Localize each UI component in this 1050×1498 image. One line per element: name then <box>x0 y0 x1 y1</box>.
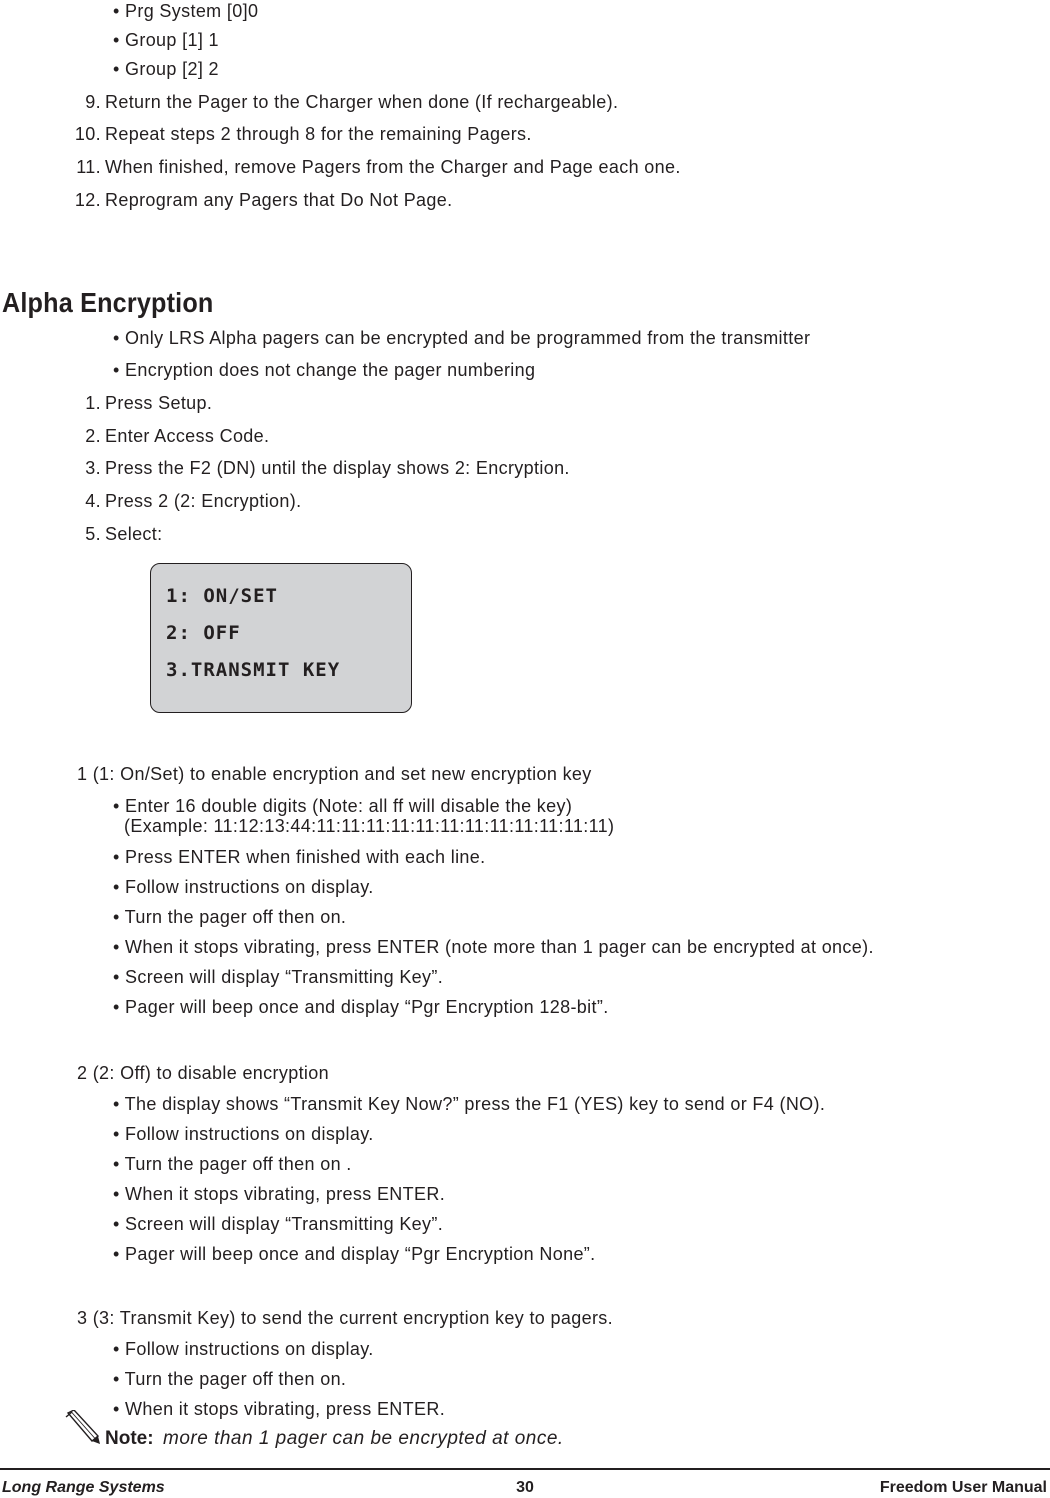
intro-bullet: • Encryption does not change the pager numbering <box>113 360 536 380</box>
step-number: 5. <box>85 524 101 544</box>
step-text: Repeat steps 2 through 8 for the remaining Pagers. <box>105 124 532 144</box>
pencil-icon <box>62 1410 102 1446</box>
option-bullet: • Screen will display “Transmitting Key”. <box>113 967 444 987</box>
step-text: Select: <box>105 524 163 544</box>
option-bullet: • When it stops vibrating, press ENTER. <box>113 1184 446 1204</box>
top-bullet: • Group [2] 2 <box>113 59 219 79</box>
step-number: 4. <box>85 491 101 511</box>
footer-divider <box>0 1468 1050 1470</box>
step-number: 2. <box>85 426 101 446</box>
lcd-line-on-set: 1: ON/SET <box>166 585 278 607</box>
step-number: 12. <box>74 190 101 210</box>
section-title: Alpha Encryption <box>2 287 214 318</box>
step-text: When finished, remove Pagers from the Charger and Page each one. <box>105 157 681 177</box>
option-bullet: • The display shows “Transmit Key Now?” press the F1 (YES) key to send or F4 (NO). <box>113 1094 826 1114</box>
step-text: Return the Pager to the Charger when done (If rechargeable). <box>105 92 619 112</box>
option-bullet: • Turn the pager off then on. <box>113 907 347 927</box>
step-number: 9. <box>85 92 101 112</box>
footer-company: Long Range Systems <box>2 1479 165 1496</box>
lcd-line-transmit-key: 3.TRANSMIT KEY <box>166 659 341 681</box>
option-bullet: • Turn the pager off then on . <box>113 1154 352 1174</box>
step-text: Enter Access Code. <box>105 426 270 446</box>
step-number: 3. <box>85 458 101 478</box>
option-bullet: • Enter 16 double digits (Note: all ff will disable the key) <box>113 796 573 816</box>
note-label: Note: <box>105 1428 154 1449</box>
footer-manual-title: Freedom User Manual <box>879 1479 1047 1496</box>
step-number: 11. <box>76 157 101 177</box>
option-bullet: • Follow instructions on display. <box>113 877 374 897</box>
option-bullet: • When it stops vibrating, press ENTER (note more than 1 pager can be encrypted at once). <box>113 937 874 957</box>
option-bullet: • Pager will beep once and display “Pgr Encryption None”. <box>113 1244 596 1264</box>
option-bullet: • When it stops vibrating, press ENTER. <box>113 1399 446 1419</box>
option-bullet: • Follow instructions on display. <box>113 1124 374 1144</box>
top-bullet: • Group [1] 1 <box>113 30 219 50</box>
step-number: 10. <box>74 124 101 144</box>
option-example: (Example: 11:12:13:44:11:11:11:11:11:11:11:11:11:11:11:11) <box>124 816 615 836</box>
page-number: 30 <box>516 1479 534 1496</box>
lcd-line-off: 2: OFF <box>166 622 241 644</box>
step-text: Reprogram any Pagers that Do Not Page. <box>105 190 453 210</box>
lcd-display <box>150 563 412 713</box>
option-heading: 3 (3: Transmit Key) to send the current encryption key to pagers. <box>77 1308 613 1328</box>
option-heading: 1 (1: On/Set) to enable encryption and set new encryption key <box>77 764 592 784</box>
option-bullet: • Follow instructions on display. <box>113 1339 374 1359</box>
note-text: more than 1 pager can be encrypted at once. <box>163 1428 564 1449</box>
option-bullet: • Turn the pager off then on. <box>113 1369 347 1389</box>
step-text: Press the F2 (DN) until the display shows 2: Encryption. <box>105 458 570 478</box>
option-bullet: • Screen will display “Transmitting Key”. <box>113 1214 444 1234</box>
option-bullet: • Press ENTER when finished with each line. <box>113 847 486 867</box>
option-heading: 2 (2: Off) to disable encryption <box>77 1063 329 1083</box>
top-bullet: • Prg System [0]0 <box>113 1 259 21</box>
step-text: Press 2 (2: Encryption). <box>105 491 302 511</box>
intro-bullet: • Only LRS Alpha pagers can be encrypted and be programmed from the transmitter <box>113 328 811 348</box>
step-text: Press Setup. <box>105 393 213 413</box>
step-number: 1. <box>85 393 101 413</box>
option-bullet: • Pager will beep once and display “Pgr Encryption 128-bit”. <box>113 997 609 1017</box>
